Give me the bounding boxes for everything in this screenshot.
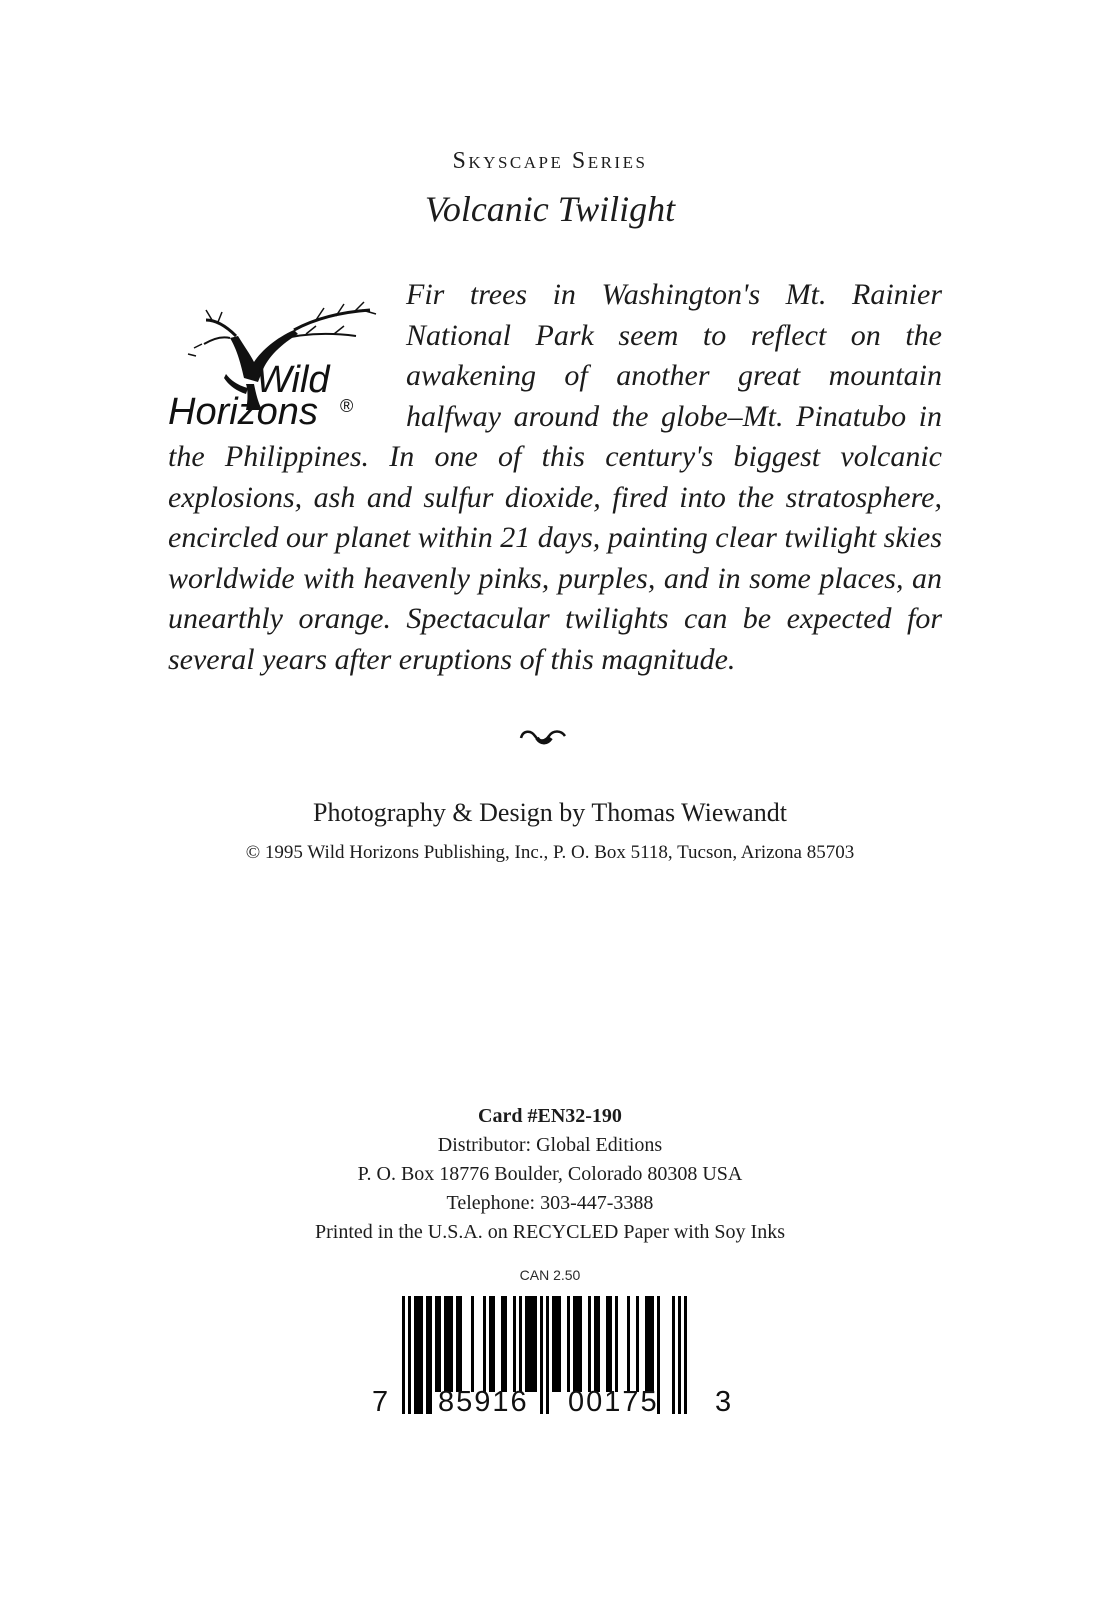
barcode-bar — [408, 1296, 411, 1414]
distributor-line: Distributor: Global Editions — [437, 1134, 663, 1156]
barcode-bar — [558, 1296, 561, 1392]
barcode-bar — [645, 1296, 648, 1392]
barcode-bar — [678, 1296, 681, 1414]
barcode-bar — [438, 1296, 441, 1392]
logo-registered-mark: ® — [340, 396, 354, 416]
barcode-bar — [552, 1296, 555, 1392]
distribution-block — [200, 1102, 900, 1247]
barcode-bar — [546, 1296, 549, 1414]
printed-line: Printed in the U.S.A. on RECYCLED Paper with Soy Inks — [315, 1221, 785, 1243]
barcode-check-digit: 3 — [715, 1386, 732, 1418]
barcode-bar — [594, 1296, 597, 1392]
barcode-bar — [489, 1296, 492, 1392]
barcode-bar — [528, 1296, 531, 1392]
barcode-bar — [579, 1296, 582, 1392]
address-line: P. O. Box 18776 Boulder, Colorado 80308 USA — [357, 1163, 743, 1185]
swash-ornament-icon — [515, 720, 575, 750]
barcode-bar — [435, 1296, 438, 1392]
barcode-bar — [651, 1296, 654, 1392]
barcode-bar — [540, 1296, 543, 1414]
logo-wild-text: Wild — [256, 359, 330, 401]
upc-barcode — [360, 1292, 740, 1422]
barcode-bar — [450, 1296, 453, 1392]
barcode-bar — [519, 1296, 522, 1392]
barcode-bar — [615, 1296, 618, 1392]
barcode-bar — [555, 1296, 558, 1392]
barcode-bar — [459, 1296, 462, 1392]
barcode-bar — [504, 1296, 507, 1392]
description-text: Fir trees in Washington's Mt. Rainier National Park seem to reflect on the awakening of another great mountain halfway around the globe–Mt. Pinatubo in the Philippines. In one of this century's biggest volcanic explosions, ash and sulfur dioxide, fired into the stratosphere, encircled our planet within 21 days, painting clear twilight skies worldwide with heavenly pinks, purples, and in some places, an unearthly orange. Spectacular twilights can be expected for several years after eruptions of this magnitude. — [168, 278, 942, 676]
barcode-bar — [588, 1296, 591, 1392]
barcode-bar — [627, 1296, 630, 1392]
barcode-bar — [573, 1296, 576, 1392]
barcode-bar — [531, 1296, 534, 1392]
barcode-bar — [426, 1296, 429, 1414]
barcode-bar — [414, 1296, 417, 1414]
barcode-bar — [567, 1296, 570, 1392]
barcode-bar — [534, 1296, 537, 1392]
barcode-bar — [606, 1296, 609, 1392]
barcode-bar — [444, 1296, 447, 1392]
copyright-line: © 1995 Wild Horizons Publishing, Inc., P. O. Box 5118, Tucson, Arizona 85703 — [245, 842, 855, 863]
barcode-bar — [417, 1296, 420, 1414]
barcode-bar — [471, 1296, 474, 1392]
barcode-bar — [525, 1296, 528, 1392]
logo-horizons-text: Horizons — [168, 391, 318, 433]
barcode-bar — [483, 1296, 486, 1392]
barcode-bar — [513, 1296, 516, 1392]
barcode-bar — [492, 1296, 495, 1392]
description-paragraph — [168, 275, 942, 680]
barcode-first-digit: 7 — [372, 1386, 389, 1418]
card-title: Volcanic Twilight — [424, 189, 676, 229]
price-label: CAN 2.50 — [519, 1267, 581, 1283]
telephone-line: Telephone: 303-447-3388 — [446, 1192, 654, 1214]
barcode-bar — [402, 1296, 405, 1414]
barcode-bar — [456, 1296, 459, 1392]
barcode-bar — [429, 1296, 432, 1414]
barcode-bar — [576, 1296, 579, 1392]
photography-credit: Photography & Design by Thomas Wiewandt — [313, 798, 787, 827]
barcode-bar — [597, 1296, 600, 1392]
barcode-bar — [648, 1296, 651, 1392]
series-label: Skyscape Series — [452, 148, 648, 174]
barcode-bar — [447, 1296, 450, 1392]
barcode-left-digits: 85916 — [438, 1386, 529, 1418]
barcode-right-digits: 00175 — [568, 1386, 659, 1418]
barcode-bar — [684, 1296, 687, 1414]
barcode-bar — [609, 1296, 612, 1392]
barcode-bar — [636, 1296, 639, 1392]
barcode-bar — [420, 1296, 423, 1414]
card-number: Card #EN32-190 — [478, 1105, 622, 1127]
barcode-bar — [501, 1296, 504, 1392]
barcode-bar — [672, 1296, 675, 1414]
